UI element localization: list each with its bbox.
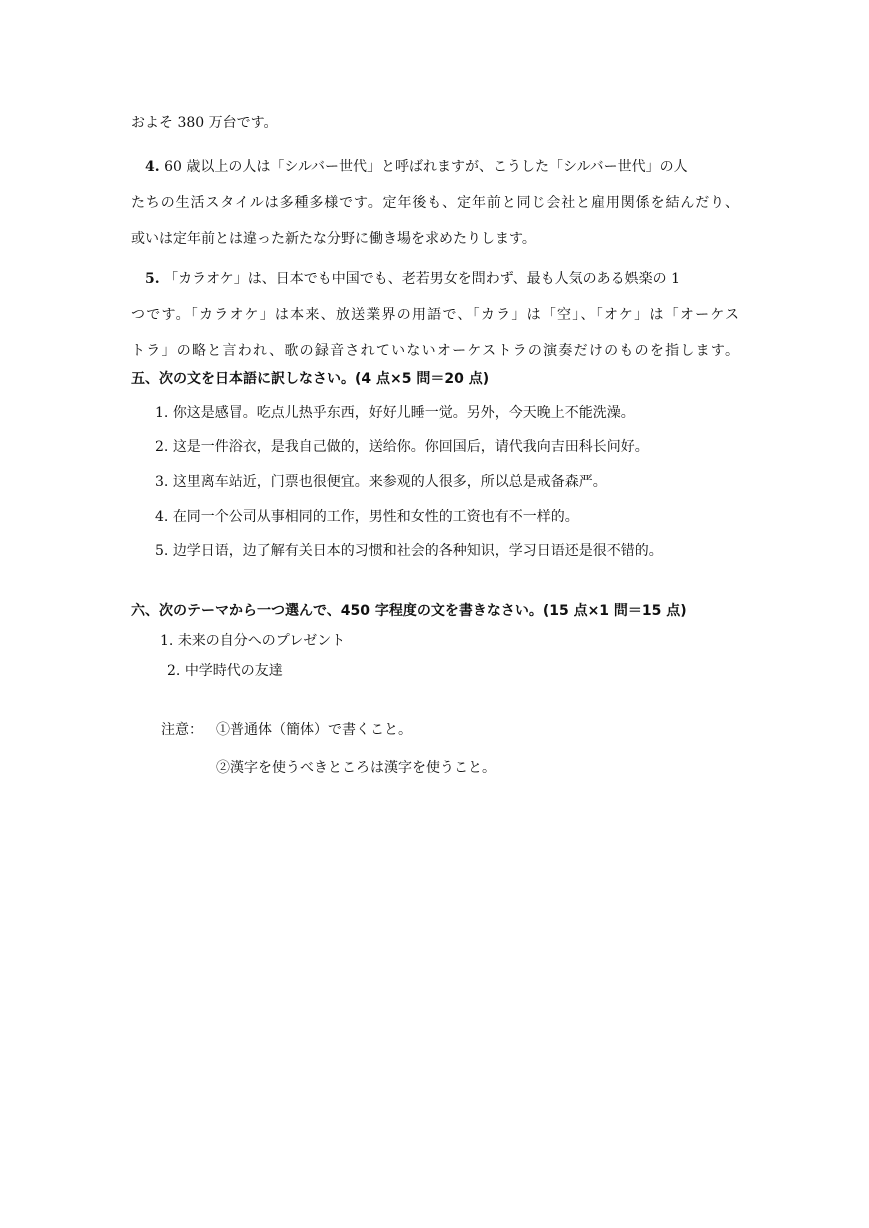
translation-item-4 [155,507,579,527]
paragraph-4-line-2: たちの生活スタイルは多種多様です。定年後も、定年前と同じ会社と雇用関係を結んだり、 [131,195,739,211]
translation-item-3-text: 这里离车站近，门票也很便宜。来参观的人很多，所以总是戒备森严。 [172,474,607,490]
theme-item-2-text: 中学時代の友達 [184,663,283,679]
translation-item-4-text: 在同一个公司从事相同的工作，男性和女性的工资也有不一样的。 [172,509,579,525]
translation-item-5-number: 5. [155,543,169,559]
translation-item-2-number: 2. [155,439,169,455]
paragraph-5-line-1-text: 「カラオケ」は、日本でも中国でも、老若男女を問わず、最も人気のある娯楽の 1 [164,271,681,287]
translation-item-1-number: 1. [155,405,169,421]
paragraph-5-line-1 [145,269,680,289]
section-5-heading: 五、次の文を日本語に訳しなさい。(4 点×5 問＝20 点) [131,371,490,387]
paragraph-3-tail: およそ 380 万台です。 [131,115,278,131]
translation-item-2-text: 这是一件浴衣，是我自己做的，送给你。你回国后，请代我向吉田科长问好。 [172,439,649,455]
paragraph-5-line-3: トラ」の略と言われ、歌の録音されていないオーケストラの演奏だけのものを指します。 [131,343,739,359]
translation-item-1-text: 你这是感冒。吃点儿热乎东西，好好儿睡一觉。另外，今天晚上不能洗澡。 [172,405,635,421]
theme-item-2 [167,661,283,681]
theme-item-1-number: 1. [160,633,174,649]
paragraph-4-line-1 [145,157,688,177]
paragraph-5-line-2: つです。「カラオケ」は本来、放送業界の用語で、「カラ」は「空」、「オケ」は「オーケス [131,307,739,323]
note-1: ①普通体（簡体）で書くこと。 [216,722,412,738]
paragraph-4-number: 4. [145,159,160,175]
notes-label: 注意： [161,722,203,738]
translation-item-3 [155,472,607,492]
translation-item-5-text: 边学日语，边了解有关日本的习惯和社会的各种知识，学习日语还是很不错的。 [172,543,663,559]
note-2: ②漢字を使うべきところは漢字を使うこと。 [216,760,496,776]
translation-item-3-number: 3. [155,474,169,490]
paragraph-4-line-3: 或いは定年前とは違った新たな分野に働き場を求めたりします。 [131,231,536,247]
translation-item-4-number: 4. [155,509,169,525]
translation-item-2 [155,437,649,457]
theme-item-2-number: 2. [167,663,181,679]
theme-item-1 [160,631,345,651]
paragraph-4-line-1-text: 60 歳以上の人は「シルバー世代」と呼ばれますが、こうした「シルバー世代」の人 [164,159,688,175]
section-6-heading: 六、次のテーマから一つ選んで、450 字程度の文を書きなさい。(15 点×1 問＝15 点) [131,603,687,619]
translation-item-5 [155,541,663,561]
translation-item-1 [155,403,635,423]
theme-item-1-text: 未来の自分へのプレゼント [177,633,346,649]
paragraph-5-number: 5. [145,271,160,287]
